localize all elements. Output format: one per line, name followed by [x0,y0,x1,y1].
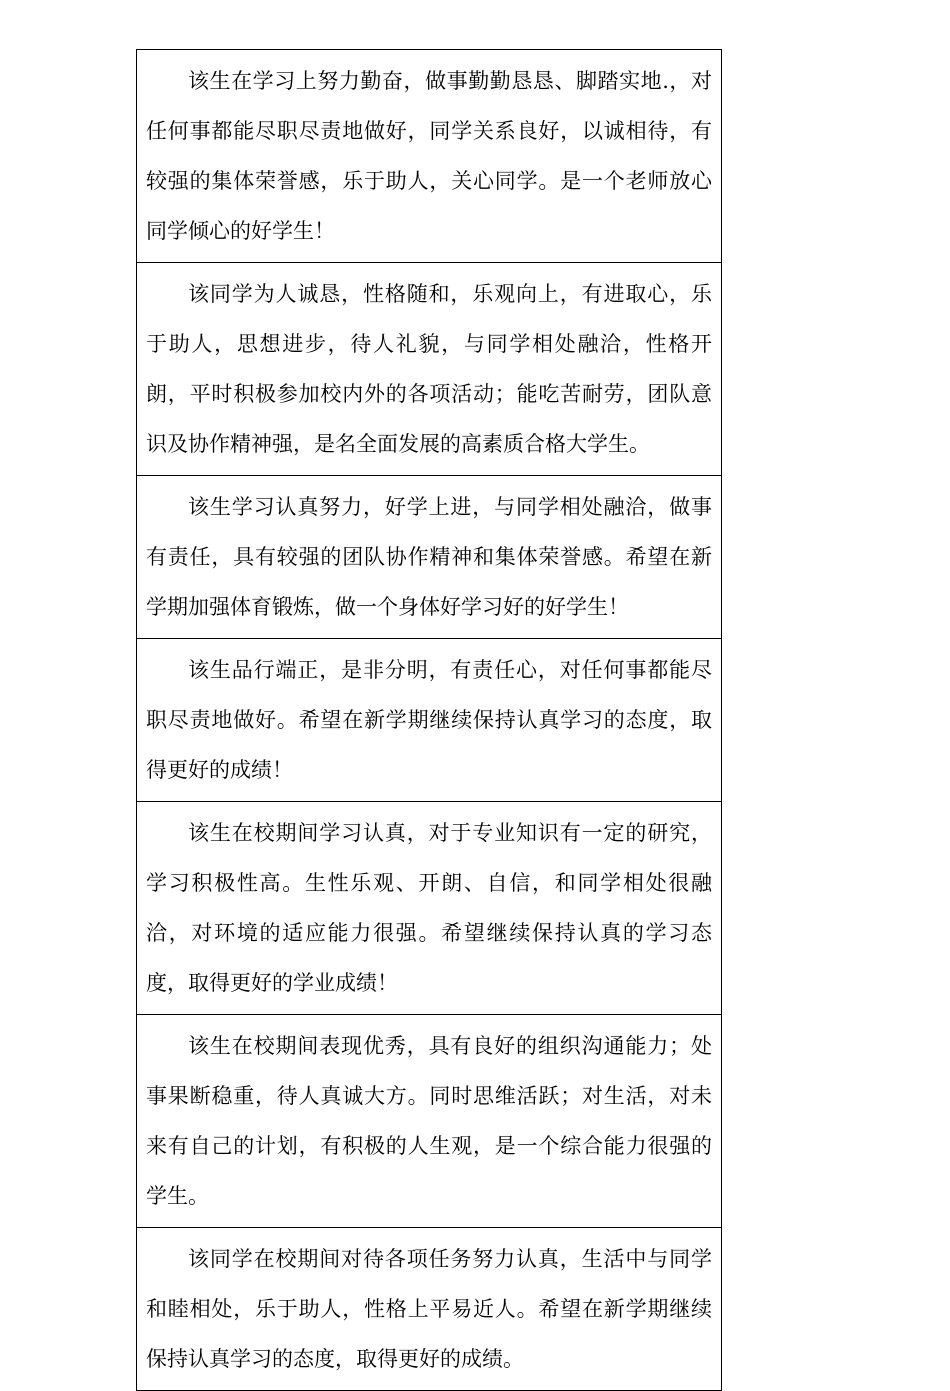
comment-cell: 该同学在校期间对待各项任务努力认真，生活中与同学和睦相处，乐于助人，性格上平易近人。希望在新学期继续保持认真学习的态度，取得更好的成绩。 [137,1228,722,1391]
comment-cell: 该生在校期间表现优秀，具有良好的组织沟通能力；处事果断稳重，待人真诚大方。同时思维活跃；对生活，对未来有自己的计划，有积极的人生观，是一个综合能力很强的学生。 [137,1015,722,1228]
comment-cell: 该生品行端正，是非分明，有责任心，对任何事都能尽职尽责地做好。希望在新学期继续保持认真学习的态度，取得更好的成绩！ [137,639,722,802]
comments-table [136,49,722,1391]
comment-cell: 该同学为人诚恳，性格随和，乐观向上，有进取心，乐于助人，思想进步，待人礼貌，与同学相处融洽，性格开朗，平时积极参加校内外的各项活动；能吃苦耐劳，团队意识及协作精神强，是名全面发展的高素质合格大学生。 [137,263,722,476]
table-row [137,802,722,1015]
comment-cell: 该生学习认真努力，好学上进，与同学相处融洽，做事有责任，具有较强的团队协作精神和集体荣誉感。希望在新学期加强体育锻炼，做一个身体好学习好的好学生！ [137,476,722,639]
table-row [137,639,722,802]
comment-cell: 该生在学习上努力勤奋，做事勤勤恳恳、脚踏实地.，对任何事都能尽职尽责地做好，同学关系良好，以诚相待，有较强的集体荣誉感，乐于助人，关心同学。是一个老师放心同学倾心的好学生！ [137,50,722,263]
table-row [137,50,722,263]
table-row [137,1228,722,1391]
table-row [137,1015,722,1228]
table-row [137,476,722,639]
comment-cell: 该生在校期间学习认真，对于专业知识有一定的研究，学习积极性高。生性乐观、开朗、自信，和同学相处很融洽，对环境的适应能力很强。希望继续保持认真的学习态度，取得更好的学业成绩！ [137,802,722,1015]
table-row [137,263,722,476]
